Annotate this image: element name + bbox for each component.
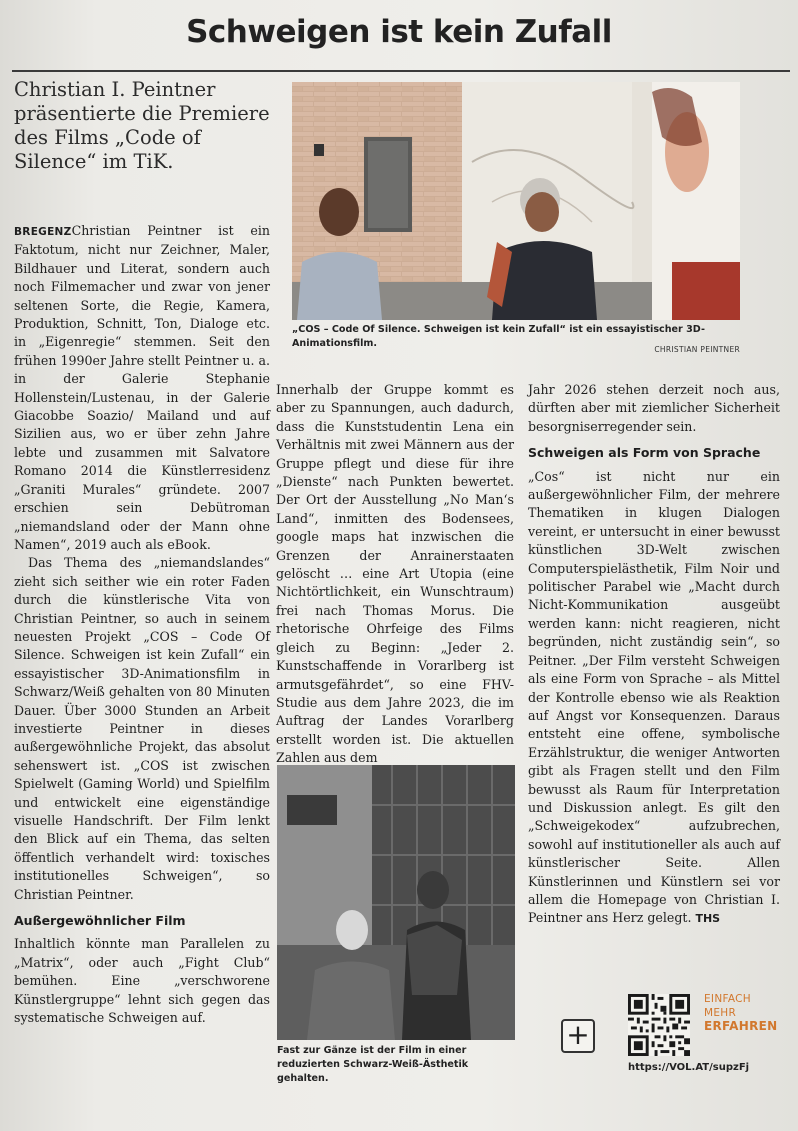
photo1-credit: CHRISTIAN PEINTNER bbox=[654, 345, 740, 354]
col3-paragraph-1: Jahr 2026 stehen derzeit noch aus, dürften aber mit ziemlicher Sicherheit besorgniserregender sein. bbox=[528, 382, 780, 434]
article-column-3 bbox=[528, 381, 780, 981]
promo-line-2: MEHR bbox=[704, 1006, 737, 1019]
author-signature: THS bbox=[695, 912, 721, 926]
headline-rule bbox=[12, 70, 790, 72]
plus-icon: + bbox=[561, 1019, 595, 1053]
headline: Schweigen ist kein Zufall bbox=[186, 14, 612, 50]
promo-url[interactable]: https://VOL.AT/supzFj bbox=[628, 1062, 750, 1073]
promo-line-3: ERFAHREN bbox=[704, 1019, 778, 1033]
col1-paragraph-3: Inhaltlich könnte man Parallelen zu „Matrix“, oder auch „Fight Club“ bemühen. Eine „verschworene Künstlergruppe“ lehnt sich gegen das systematische Schweigen auf. bbox=[14, 936, 270, 1026]
subheading-schweigen-als-form: Schweigen als Form von Sprache bbox=[528, 445, 761, 461]
qr-code-icon bbox=[628, 994, 690, 1056]
dateline: BREGENZ bbox=[14, 226, 72, 238]
film-still-woman-and-man bbox=[277, 765, 515, 1040]
film-still-woman-and-man-illustration bbox=[277, 765, 515, 1040]
col2-paragraph-1: Innerhalb der Gruppe kommt es aber zu Spannungen, auch dadurch, dass die Kunststudentin Lena ein Verhältnis mit zwei Männern aus der Gruppe pflegt und diese für ihre „Dienste“ nach Punkten bewertet. Der Ort der Ausstellung „No Man‘s Land“, inmitten des Bodensees, google maps hat inzwischen die Grenzen der Anrainerstaaten gelöscht … eine Art Utopia (eine Nichtörtlichkeit, ein Wunschtraum) frei nach Thomas Morus. Die rhetorische Ohrfeige des Films gleich zu Beginn: „Jeder 2. Kunstschaffende in Vorarlberg ist armutsgefährdet“, so eine FHV-Studie aus dem Jahre 2023, die im Auftrag der Landes Vorarlberg erstellt worden ist. Die aktuellen Zahlen aus dem bbox=[276, 382, 514, 766]
promo-text bbox=[704, 993, 794, 1034]
article-column-1 bbox=[14, 222, 270, 1082]
lede: Christian I. Peintner präsentierte die Premiere des Films „Code of Silence“ im TiK. bbox=[14, 78, 270, 173]
promo-line-1: EINFACH bbox=[704, 993, 751, 1005]
photo1-caption: „COS – Code Of Silence. Schweigen ist kein Zufall“ ist ein essayistischer 3D-Animationsfilm. bbox=[292, 324, 705, 349]
col3-paragraph-2 bbox=[528, 468, 780, 929]
film-still-two-men-illustration bbox=[292, 82, 740, 320]
col1-paragraph-2: Das Thema des „niemandslandes“ zieht sich seither wie ein roter Faden durch die künstlerische Vita von Christian Peintner, so auch in seinem neuesten Projekt „COS – Code Of Silence. Schweigen ist kein Zufall“ ein essayistischer 3D-Animationsfilm in Schwarz/Weiß gehalten von 80 Minuten Dauer. Über 3000 Stunden an Arbeit investierte Peintner in dieses außergewöhnliche Projekt, das absolut sehenswert ist. „COS ist zwischen Spielwelt (Gaming World) und Spielfilm und entwickelt eine eigenständige visuelle Handschrift. Der Film lenkt den Blick auf ein Thema, das selten öffentlich verhandelt wird: toxisches institutionelles Schweigen“, so Christian Peintner. bbox=[14, 555, 270, 902]
col1-paragraph-1 bbox=[14, 222, 270, 554]
photo2-caption: Fast zur Gänze ist der Film in einer reduzierten Schwarz-Weiß-Ästhetik gehalten. bbox=[277, 1045, 469, 1084]
col1-p1-text: Christian Peintner ist ein Faktotum, nicht nur Zeichner, Maler, Bildhauer und Literat, sondern auch noch Filmemacher und zwar von jener seltenen Sorte, die Regie, Kamera, Produktion, Schnitt, Ton, Dialoge etc. in „Eigenregie“ stemmen. Seit den frühen 1990er Jahre stellt Peintner u. a. in der Galerie Stephanie Hollenstein/Lustenau, in der Galerie Giacobbe Soazio/ Mailand und auf Sizilien aus, wo er über zehn Jahre lebte und zusammen mit Salvatore Romano 2014 die Künstlerresidenz „Graniti Murales“ gründete. 2007 erschien sein Debütroman „niemandsland oder der Mann ohne Namen“, 2019 auch als eBook. bbox=[14, 223, 271, 552]
film-still-two-men bbox=[292, 82, 740, 320]
subheading-aussergewoehnlicher-film: Außergewöhnlicher Film bbox=[14, 913, 186, 929]
article-column-2 bbox=[276, 381, 514, 766]
col3-p2-text: „Cos“ ist nicht nur ein außergewöhnlicher Film, der mehrere Thematiken in klugen Dialogen vereint, er untersucht in einer bewusst künstlichen 3D-Welt zwischen Computerspielästhetik, Film Noir und politischer Parabel wie „Macht durch Nicht-Kommunikation ausgeübt werden kann: nicht reagieren, nicht begründen, nicht zuständig sein“, so Peitner. „Der Film versteht Schweigen als eine Form von Sprache – als Mittel der Kontrolle ebenso wie als Reaktion auf Angst vor Konsequenzen. Daraus entsteht eine offene, symbolische Erzählstruktur, die weniger Antworten gibt als Fragen stellt und den Film bewusst als Raum für Interpretation und Diskussion anlegt. Es gilt den „Schweigekodex“ aufzubrechen, sowohl auf institutioneller als auch auf künstlerischer Seite. Allen Künstlerinnen und Künstlern sei vor allem die Homepage von Christian I. Peintner ans Herz gelegt. bbox=[528, 468, 780, 926]
